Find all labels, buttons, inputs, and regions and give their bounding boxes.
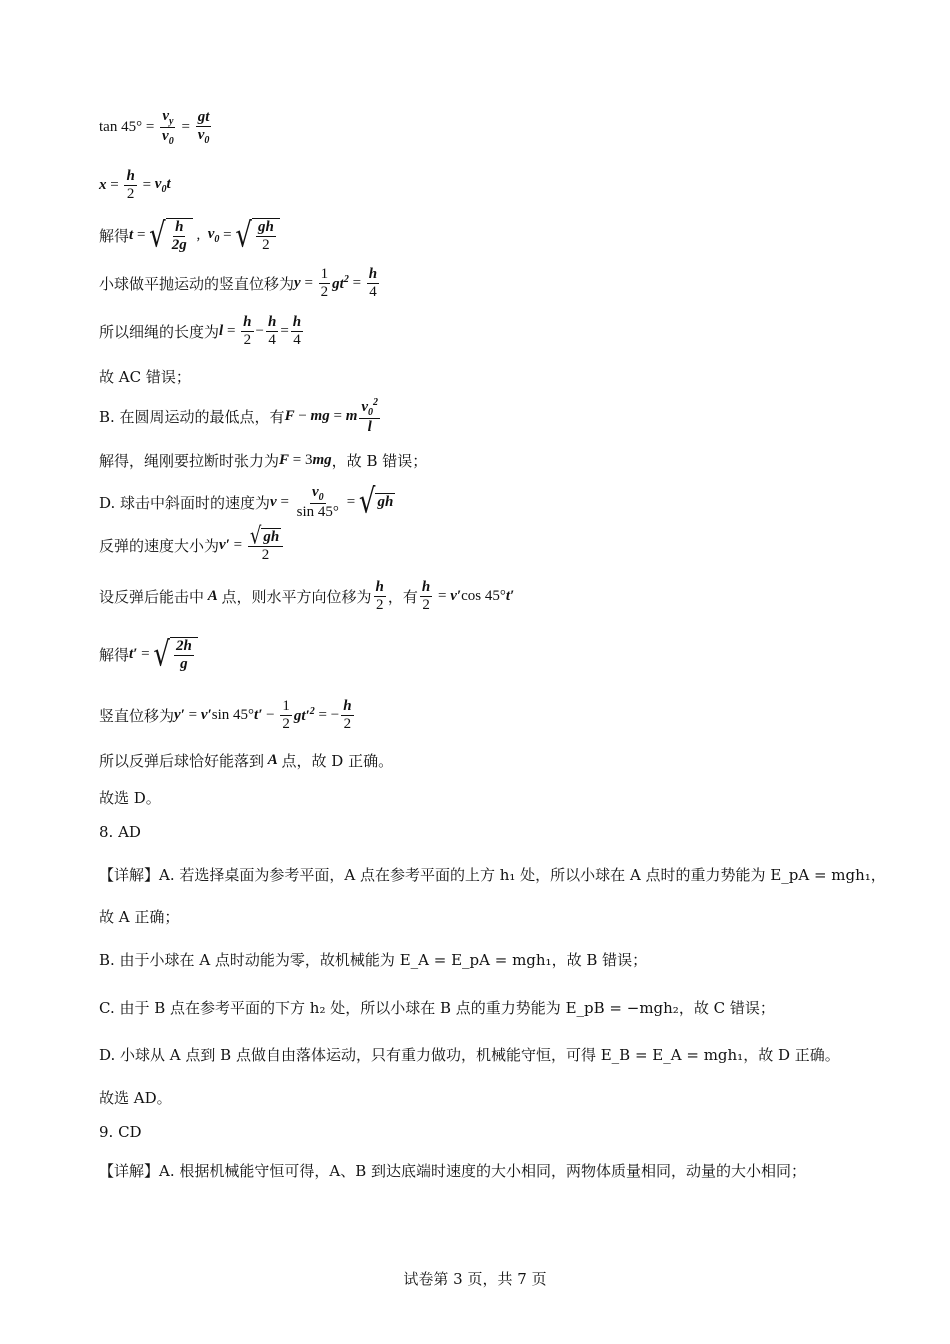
rope-length: 所以细绳的长度为 l = $\frac{h}{2}$ − $\frac{h}{4}$ = $\frac{h}{4}$ <box>99 314 302 348</box>
question-8-conclusion: 故选 AD。 <box>99 1089 172 1107</box>
horizontal-displacement: 设反弹后能击中 A 点，则水平方向位移为 $\frac{h}{2}$ ，有 $\frac{h}{2}$ = v′ cos 45° t′ <box>99 579 515 613</box>
question-8-detail-b: B. 由于小球在 A 点时动能为零，故机械能为 E_A = E_pA = mgh₁，故 B 错误； <box>99 951 648 969</box>
question-9-detail-a: 【详解】A. 根据机械能守恒可得，A、B 到达底端时速度的大小相同，两物体质量相同，动量的大小相同； <box>99 1162 806 1180</box>
solution-t-prime: 解得 t′ = √ $\frac{2h}{g}$ <box>99 637 198 672</box>
answer-d: 故选 D。 <box>99 789 161 807</box>
text-ac-wrong: 故 AC 错误； <box>99 368 191 386</box>
question-8-detail-a2: 故 A 正确； <box>99 908 180 926</box>
impact-velocity: D. 球击中斜面时的速度为 v = $\frac{v_0}{\sin 45^\circ}$ = √ gh <box>99 482 394 522</box>
question-8-detail-d: D. 小球从 A 点到 B 点做自由落体运动，只有重力做功，机械能守恒，可得 E_B = E_A = mgh₁，故 D 正确。 <box>99 1046 840 1064</box>
page-footer: 试卷第 3 页，共 7 页 <box>403 1270 547 1288</box>
conclusion-d: 所以反弹后球恰好能落到 A 点，故 D 正确。 <box>99 752 394 770</box>
equation-x: x = $\frac{h}{2}$ = $v_0t$ <box>99 168 171 202</box>
question-8-detail-a: 【详解】A. 若选择桌面为参考平面，A 点在参考平面的上方 h₁ 处，所以小球在 A 点时的重力势能为 E_pA = mgh₁， <box>99 866 886 884</box>
solution-t-v0: 解得 t = √ $\frac{h}{2g}$ , $v_0$ = √ $\frac{gh}{2}$ <box>99 218 280 253</box>
tension-result: 解得，绳刚要拉断时张力为 F = 3 mg ，故 B 错误； <box>99 452 428 470</box>
vertical-displacement-rebound: 竖直位移为 y′ = v′ sin 45° t′ − $\frac{1}{2}$ $gt'^2$ = − $\frac{h}{2}$ <box>99 698 352 732</box>
rebound-speed: 反弹的速度大小为 v′ = √ gh 2 <box>99 528 285 564</box>
circular-motion-eq: B. 在圆周运动的最低点，有 F − mg = m $\frac{v_0^2}{l}$ <box>99 397 379 435</box>
question-8-answer: 8. AD <box>99 823 141 841</box>
vertical-displacement: 小球做平抛运动的竖直位移为 y = $\frac{1}{2}$ $gt^2$ = $\frac{h}{4}$ <box>99 266 378 300</box>
equation-tan45: tan 45° = $\frac{v_y}{v_0}$ = $\frac{gt}{v_0}$ <box>99 108 210 147</box>
question-9-answer: 9. CD <box>99 1123 142 1141</box>
question-8-detail-c: C. 由于 B 点在参考平面的下方 h₂ 处，所以小球在 B 点的重力势能为 E_pB = −mgh₂，故 C 错误； <box>99 999 775 1017</box>
